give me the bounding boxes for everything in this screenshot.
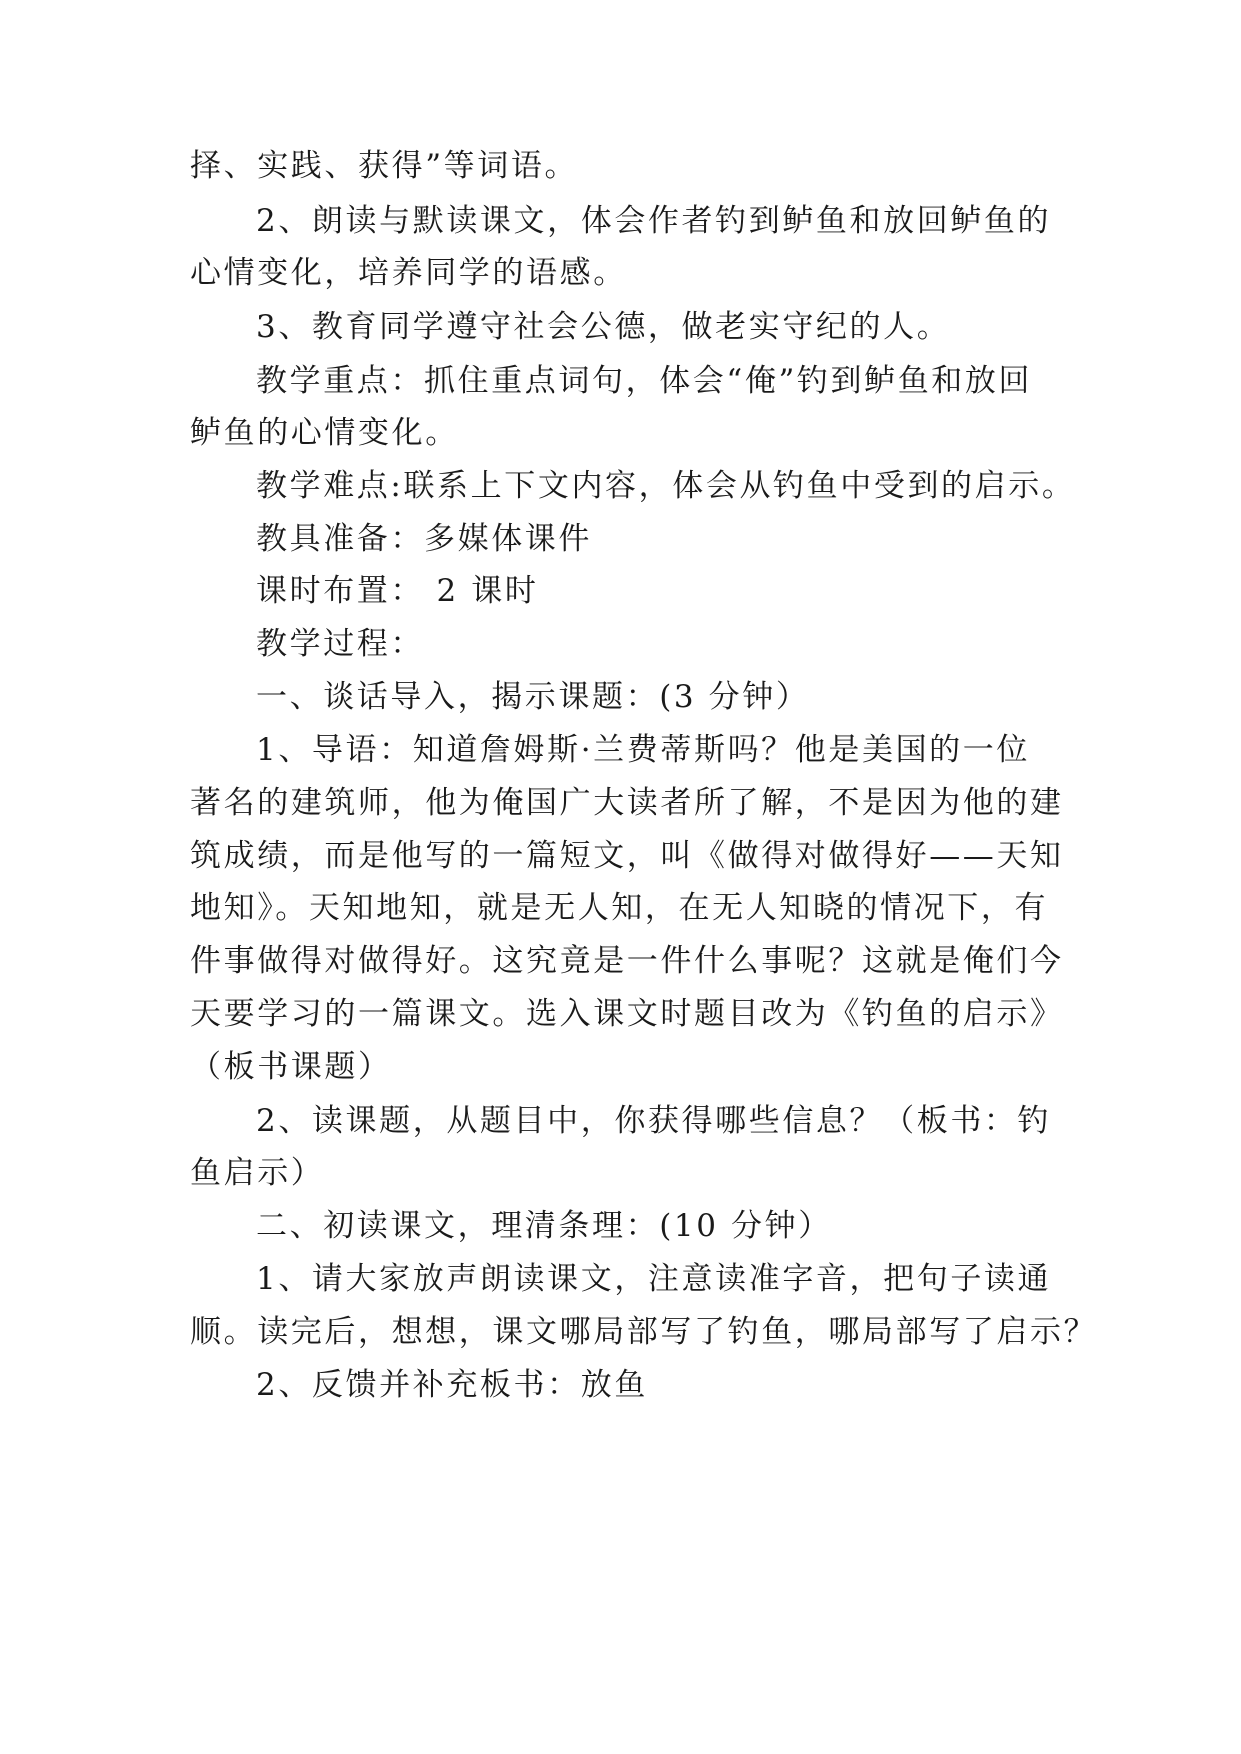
section-heading-1: 一、谈话导入，揭示课题：(3 分钟）	[256, 679, 810, 715]
text-line: 鲈鱼的心情变化。	[190, 415, 459, 451]
paragraph-reading-1: 1、请大家放声朗读课文，注意读准字音，把句子读通	[256, 1261, 1052, 1297]
teaching-aids: 教具准备：多媒体课件	[256, 521, 592, 557]
text-line: （板书课题）	[190, 1049, 392, 1085]
text-line: 心情变化，培养同学的语感。	[190, 255, 627, 291]
text-line: 天要学习的一篇课文。选入课文时题目改为《钓鱼的启示》	[190, 996, 1064, 1032]
teaching-difficulty: 教学难点:联系上下文内容，体会从钓鱼中受到的启示。	[256, 468, 1076, 504]
paragraph-objective-2: 2、朗读与默读课文，体会作者钓到鲈鱼和放回鲈鱼的	[256, 203, 1052, 239]
text-line: 件事做得对做得好。这究竟是一件什么事呢？这就是俺们今	[190, 943, 1064, 979]
paragraph-intro-2: 2、读课题，从题目中，你获得哪些信息？（板书：钓	[256, 1103, 1052, 1139]
teaching-focus: 教学重点：抓住重点词句，体会“俺”钓到鲈鱼和放回	[256, 363, 1033, 399]
paragraph-intro-1: 1、导语：知道詹姆斯·兰费蒂斯吗？他是美国的一位	[256, 732, 1030, 768]
paragraph-objective-3: 3、教育同学遵守社会公德，做老实守纪的人。	[256, 309, 951, 345]
teaching-process-heading: 教学过程：	[256, 626, 424, 662]
text-line: 著名的建筑师，他为俺国广大读者所了解，不是因为他的建	[190, 785, 1064, 821]
text-line: 顺。读完后，想想，课文哪局部写了钓鱼，哪局部写了启示？	[190, 1314, 1098, 1350]
text-line: 筑成绩，而是他写的一篇短文，叫《做得对做得好——天知	[190, 838, 1064, 874]
lesson-schedule: 课时布置： 2 课时	[256, 573, 539, 609]
section-heading-2: 二、初读课文，理清条理：(10 分钟）	[256, 1208, 832, 1244]
text-line: 鱼启示）	[190, 1155, 325, 1191]
paragraph-reading-2: 2、反馈并补充板书：放鱼	[256, 1367, 648, 1403]
text-line: 择、实践、获得”等词语。	[190, 148, 579, 184]
text-line: 地知》。天知地知，就是无人知，在无人知晓的情况下，有	[190, 890, 1049, 926]
